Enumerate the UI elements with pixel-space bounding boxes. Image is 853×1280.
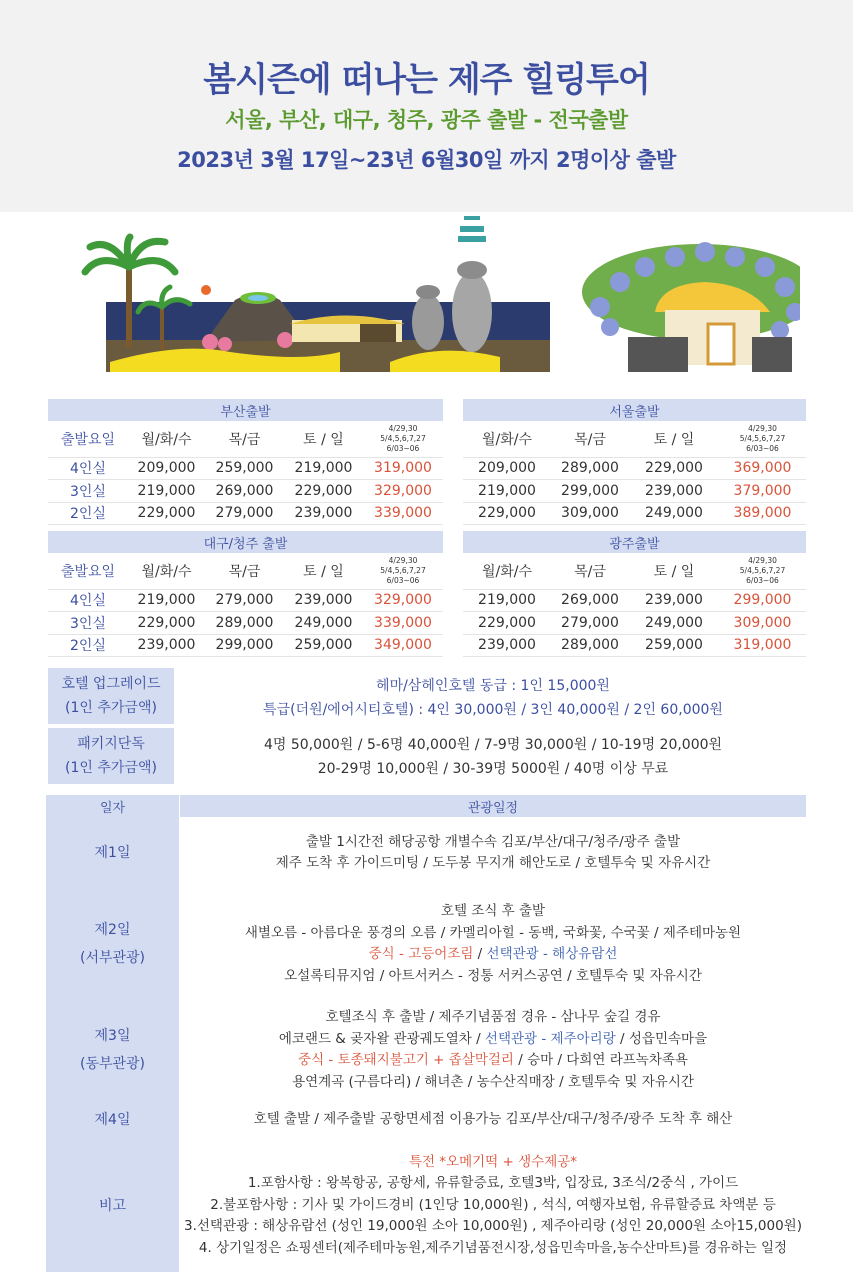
price-cell: 229,000 [463, 612, 551, 635]
table-row [463, 480, 806, 503]
peak-price-cell: 349,000 [363, 634, 443, 657]
peak-price-cell: 379,000 [719, 480, 806, 503]
peak-price-cell: 389,000 [719, 502, 806, 525]
peak-price-cell: 339,000 [363, 612, 443, 635]
peak-date-note: 4/29,30 5/4,5,6,7,27 6/03~06 [363, 421, 443, 457]
price-table-gwangju [463, 531, 806, 657]
peak-date-note: 4/29,30 5/4,5,6,7,27 6/03~06 [719, 553, 806, 589]
price-table-seoul [463, 399, 806, 525]
day-plan: 호텔 출발 / 제주출발 공항면세점 이용가능 김포/부산/대구/청주/광주 도착 후 해산 [179, 1101, 806, 1139]
row-label: 2인실 [48, 502, 128, 525]
peak-date-note: 4/29,30 5/4,5,6,7,27 6/03~06 [363, 553, 443, 589]
header-cell: 목/금 [205, 421, 284, 457]
day-plan: 호텔 조식 후 출발 새별오름 - 아름다운 풍경의 오름 / 카멜리아힐 - 동백, 국화꽃, 수국꽃 / 제주테마농원 중식 - 고등어조림 / 선택관광 - 해상유람선 오설록티뮤지엄 / 아트서커스 - 정통 서커스공연 / 호텔투숙 및 자유시간 [179, 889, 806, 999]
price-cell: 219,000 [128, 589, 205, 612]
price-cell: 229,000 [463, 502, 551, 525]
tour-period: 2023년 3월 17일~23년 6월30일 까지 2명이상 출발 [177, 148, 676, 172]
price-cell: 259,000 [205, 457, 284, 480]
itinerary-header [46, 795, 806, 817]
price-cell: 239,000 [128, 634, 205, 657]
day-label: 제4일 [46, 1101, 179, 1139]
price-cell: 219,000 [463, 589, 551, 612]
row-label: 3인실 [48, 480, 128, 503]
row-label: 4인실 [48, 589, 128, 612]
price-cell: 229,000 [629, 457, 719, 480]
peak-price-cell: 299,000 [719, 589, 806, 612]
private-package-prices: 4명 50,000원 / 5-6명 40,000원 / 7-9명 30,000원 / 10-19명 20,000원 20-29명 10,000원 / 30-39명 5000원 / 40명 이상 무료 [263, 737, 723, 777]
itinerary-remarks [46, 1139, 806, 1272]
price-cell: 219,000 [463, 480, 551, 503]
price-cell: 229,000 [128, 502, 205, 525]
remarks-text: 특전 *오메기떡 + 생수제공* 1.포함사항 : 왕복항공, 공항세, 유류할증료, 호텔3박, 입장료, 3조식/2중식 , 가이드 2.불포함사항 : 기사 및 가이드경비 (1인당 10,000원) , 석식, 여행자보험, 유류할증료 차액분 등 3.선택관광 : 해상유람선 (성인 19,000원 소아 10,000원) , 제주아리랑 (성인 20,000원 소아15,000원) 4. 상기일정은 쇼핑센터(제주테마농원,제주기념품전시장,성읍민속마을,농수산마트)를 경유하는 일정 [179, 1139, 806, 1272]
header-cell: 토 / 일 [284, 553, 363, 589]
price-cell: 309,000 [551, 502, 629, 525]
header-cell: 출발요일 [48, 421, 128, 457]
itinerary-day-4 [46, 1101, 806, 1139]
table-row [463, 589, 806, 612]
price-cell: 269,000 [205, 480, 284, 503]
price-cell: 239,000 [463, 634, 551, 657]
hydrangea-house-icon [582, 242, 800, 372]
price-cell: 289,000 [551, 457, 629, 480]
peak-price-cell: 369,000 [719, 457, 806, 480]
peak-price-cell: 309,000 [719, 612, 806, 635]
table-caption: 대구/청주 출발 [48, 531, 443, 553]
day-label: 제3일 (동부관광) [46, 999, 179, 1101]
price-cell: 239,000 [629, 589, 719, 612]
header-cell: 목/금 [551, 421, 629, 457]
price-cell: 289,000 [205, 612, 284, 635]
price-cell: 299,000 [551, 480, 629, 503]
header-cell: 토 / 일 [284, 421, 363, 457]
table-caption: 서울출발 [463, 399, 806, 421]
price-cell: 239,000 [284, 589, 363, 612]
price-cell: 229,000 [128, 612, 205, 635]
departure-cities: 서울, 부산, 대구, 청주, 광주 출발 - 전국출발 [225, 108, 628, 132]
header-cell: 목/금 [551, 553, 629, 589]
table-caption: 부산출발 [48, 399, 443, 421]
row-label: 2인실 [48, 634, 128, 657]
price-cell: 219,000 [284, 457, 363, 480]
day-label: 제2일 (서부관광) [46, 889, 179, 999]
table-row [463, 502, 806, 525]
header-cell: 토 / 일 [629, 421, 719, 457]
price-cell: 239,000 [284, 502, 363, 525]
price-cell: 249,000 [629, 502, 719, 525]
price-cell: 289,000 [551, 634, 629, 657]
page-title: 봄시즌에 떠나는 제주 힐링투어 [203, 60, 650, 100]
row-label: 4인실 [48, 457, 128, 480]
private-package-label: 패키지단독 (1인 추가금액) [48, 728, 174, 784]
price-cell: 229,000 [284, 480, 363, 503]
header-cell: 토 / 일 [629, 553, 719, 589]
price-cell: 219,000 [128, 480, 205, 503]
header-banner [0, 0, 853, 212]
peak-price-cell: 319,000 [363, 457, 443, 480]
table-row [48, 502, 443, 525]
day-plan: 호텔조식 후 출발 / 제주기념품점 경유 - 삼나무 숲길 경유 에코랜드 & 곶자왈 관광궤도열차 / 선택관광 - 제주아리랑 / 성읍민속마을 중식 - 토종돼지불고기 + 좁살막걸리 / 승마 / 다희연 라프녹차족욕 용연계곡 (구름다리) / 해녀촌 / 농수산직매장 / 호텔투숙 및 자유시간 [179, 999, 806, 1101]
table-row [48, 480, 443, 503]
peak-price-cell: 319,000 [719, 634, 806, 657]
table-row [463, 457, 806, 480]
header-cell: 월/화/수 [463, 553, 551, 589]
header-cell: 월/화/수 [128, 421, 205, 457]
price-cell: 279,000 [205, 589, 284, 612]
table-row [48, 589, 443, 612]
table-row [463, 612, 806, 635]
jeju-illustration [80, 212, 800, 382]
price-cell: 299,000 [205, 634, 284, 657]
price-cell: 269,000 [551, 589, 629, 612]
header-cell: 출발요일 [48, 553, 128, 589]
price-cell: 259,000 [629, 634, 719, 657]
day-label: 비고 [46, 1139, 179, 1272]
hotel-upgrade-prices: 헤마/삼헤인호텔 동급 : 1인 15,000원 특급(더원/에어시티호텔) : 4인 30,000원 / 3인 40,000원 / 2인 60,000원 [263, 678, 723, 718]
price-cell: 249,000 [284, 612, 363, 635]
itinerary-day-3 [46, 999, 806, 1101]
table-caption: 광주출발 [463, 531, 806, 553]
itinerary-day-1 [46, 817, 806, 889]
peak-price-cell: 339,000 [363, 502, 443, 525]
day-label: 제1일 [46, 817, 179, 889]
price-cell: 279,000 [551, 612, 629, 635]
price-cell: 239,000 [629, 480, 719, 503]
row-label: 3인실 [48, 612, 128, 635]
itinerary-table [46, 795, 806, 1272]
header-cell: 월/화/수 [463, 421, 551, 457]
day-plan: 출발 1시간전 해당공항 개별수속 김포/부산/대구/청주/광주 출발 제주 도착 후 가이드미팅 / 도두봉 무지개 해안도로 / 호텔투숙 및 자유시간 [179, 817, 806, 889]
price-table-daegu-cheongju [48, 531, 443, 657]
header-cell: 관광일정 [180, 795, 806, 817]
peak-price-cell: 329,000 [363, 480, 443, 503]
table-row [463, 634, 806, 657]
price-cell: 209,000 [128, 457, 205, 480]
peak-date-note: 4/29,30 5/4,5,6,7,27 6/03~06 [719, 421, 806, 457]
price-table-busan [48, 399, 443, 525]
peak-price-cell: 329,000 [363, 589, 443, 612]
table-row [48, 634, 443, 657]
itinerary-day-2 [46, 889, 806, 999]
price-cell: 249,000 [629, 612, 719, 635]
hotel-upgrade-label: 호텔 업그레이드 (1인 추가금액) [48, 668, 174, 724]
table-row [48, 457, 443, 480]
price-cell: 209,000 [463, 457, 551, 480]
header-cell: 월/화/수 [128, 553, 205, 589]
header-cell: 목/금 [205, 553, 284, 589]
price-cell: 279,000 [205, 502, 284, 525]
header-cell: 일자 [46, 795, 179, 817]
table-row [48, 612, 443, 635]
price-cell: 259,000 [284, 634, 363, 657]
